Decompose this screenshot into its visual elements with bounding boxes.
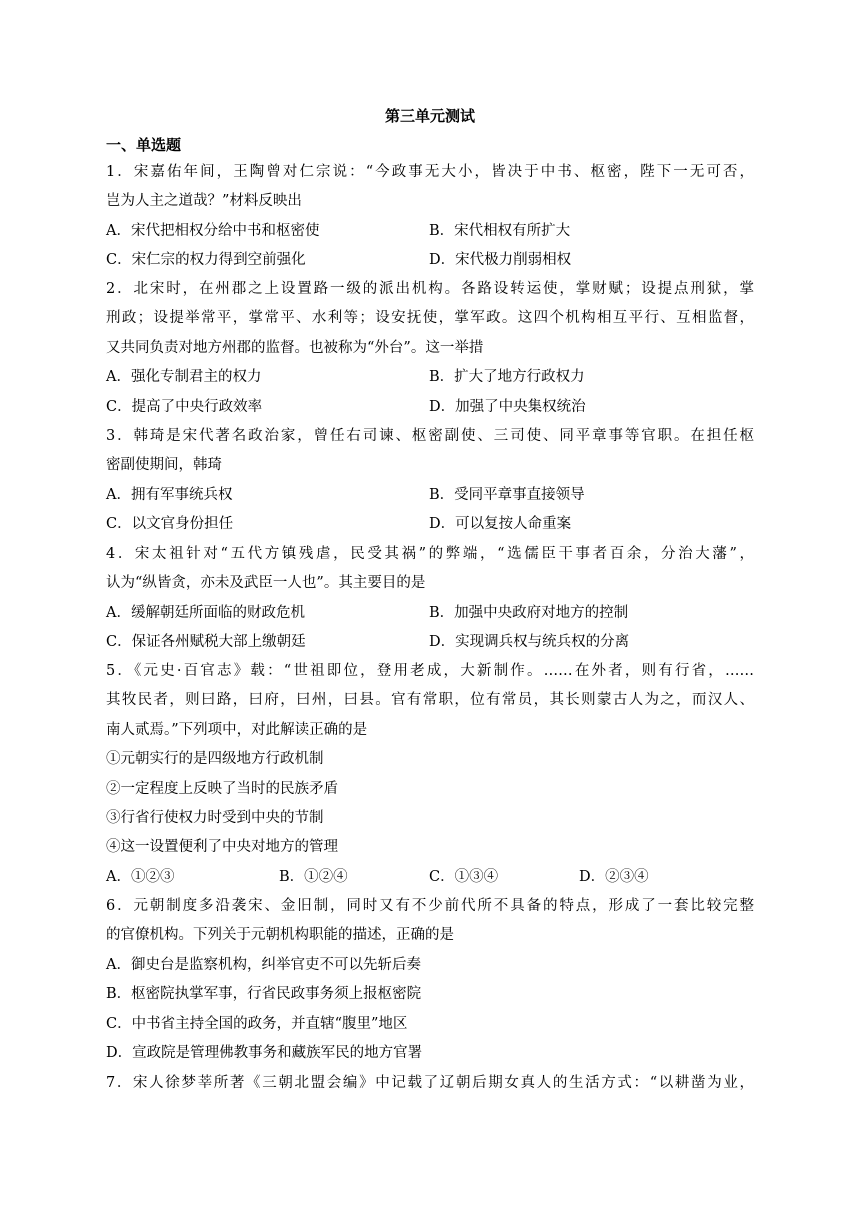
option-row [106, 363, 754, 392]
statement-item: ②一定程度上反映了当时的民族矛盾 [106, 780, 338, 797]
question-text-line: 岂为人主之道哉？”材料反映出 [106, 193, 302, 210]
option-a: A．宋代把相权分给中书和枢密使 [106, 222, 320, 239]
option-a: A．御史台是监察机构，纠举官吏不可以先斩后奏 [106, 956, 421, 973]
option-row [106, 599, 754, 628]
question-text-line: 5．《元史·百官志》载：“世祖即位，登用老成，大新制作。……在外者，则有行省，…… [106, 663, 754, 679]
option-a: A．拥有军事统兵权 [106, 486, 233, 503]
section-heading: 一、单选题 [106, 136, 182, 154]
question-4 [106, 540, 754, 658]
page-title: 第三单元测试 [384, 107, 475, 125]
question-text-line: 4．宋太祖针对“五代方镇残虐，民受其祸”的弊端，“选儒臣干事者百余，分治大藩”， [106, 546, 754, 562]
question-text-line: 密副使期间，韩琦 [106, 457, 222, 474]
question-text-line: 的官僚机构。下列关于元朝机构职能的描述，正确的是 [106, 927, 454, 944]
question-text-line: 6．元朝制度多沿袭宋、金旧制，同时又有不少前代所不具备的特点，形成了一套比较完整 [106, 898, 754, 914]
option-row [106, 863, 754, 892]
question-text-line: 2．北宋时，在州郡之上设置路一级的派出机构。各路设转运使，掌财赋；设提点刑狱，掌 [106, 281, 754, 297]
option-d: D．加强了中央集权统治 [429, 398, 586, 415]
question-text-line: 刑政；设提举常平，掌常平、水利等；设安抚使，掌军政。这四个机构相互平行、互相监督， [106, 310, 754, 327]
option-row [106, 217, 754, 246]
option-b: B．宋代相权有所扩大 [429, 222, 571, 239]
statement-item: ①元朝实行的是四级地方行政机制 [106, 751, 324, 768]
option-b: B．受同平章事直接领导 [429, 486, 585, 503]
question-text-line: 7．宋人徐梦莘所著《三朝北盟会编》中记载了辽朝后期女真人的生活方式：“以耕凿为业， [106, 1075, 754, 1091]
question-6 [106, 892, 754, 1068]
option-b: B．加强中央政府对地方的控制 [429, 604, 629, 621]
option-a: A．缓解朝廷所面临的财政危机 [106, 604, 305, 621]
question-7 [106, 1069, 754, 1098]
question-2 [106, 275, 754, 422]
option-d: D．②③④ [579, 868, 649, 885]
question-text-line: 南人贰焉。”下列项中，对此解读正确的是 [106, 721, 368, 738]
option-row [106, 481, 754, 510]
option-a: A．强化专制君主的权力 [106, 369, 262, 386]
option-a: A．①②③ [106, 868, 175, 885]
option-c: C．提高了中央行政效率 [106, 398, 263, 415]
question-3 [106, 422, 754, 540]
option-row [106, 510, 754, 539]
option-d: D．宣政院是管理佛教事务和藏族军民的地方官署 [106, 1044, 423, 1061]
question-text-line: 3．韩琦是宋代著名政治家，曾任右司谏、枢密副使、三司使、同平章事等官职。在担任枢 [106, 428, 754, 444]
statement-item: ④这一设置便利了中央对地方的管理 [106, 839, 338, 856]
statement-item: ③行省行使权力时受到中央的节制 [106, 809, 324, 826]
option-row [106, 628, 754, 657]
option-c: C．以文官身份担任 [106, 516, 234, 533]
option-b: B．扩大了地方行政权力 [429, 369, 585, 386]
question-text-line: 又共同负责对地方州郡的监督。也被称为“外台”。这一举措 [106, 339, 484, 356]
option-b: B．枢密院执掌军事，行省民政事务须上报枢密院 [106, 986, 422, 1003]
option-b: B．①②④ [279, 868, 348, 885]
option-c: C．宋仁宗的权力得到空前强化 [106, 252, 306, 269]
option-c: C．保证各州赋税大部上缴朝廷 [106, 634, 306, 651]
question-text-line: 认为“纵皆贪，亦未及武臣一人也”。其主要目的是 [106, 575, 426, 592]
option-c: C．①③④ [429, 868, 499, 885]
option-row [106, 246, 754, 275]
option-d: D．宋代极力削弱相权 [429, 252, 572, 269]
question-text-line: 其牧民者，则曰路，曰府，曰州，曰县。官有常职，位有常员，其长则蒙古人为之，而汉人、 [106, 692, 754, 709]
option-d: D．可以复按人命重案 [429, 516, 572, 533]
option-d: D．实现调兵权与统兵权的分离 [429, 634, 630, 651]
question-text-line: 1．宋嘉佑年间，王陶曾对仁宗说：“今政事无大小，皆决于中书、枢密，陛下一无可否， [106, 164, 754, 180]
question-1 [106, 158, 754, 276]
option-c: C．中书省主持全国的政务，并直辖“腹里”地区 [106, 1015, 408, 1032]
question-5 [106, 657, 754, 892]
option-row [106, 393, 754, 422]
